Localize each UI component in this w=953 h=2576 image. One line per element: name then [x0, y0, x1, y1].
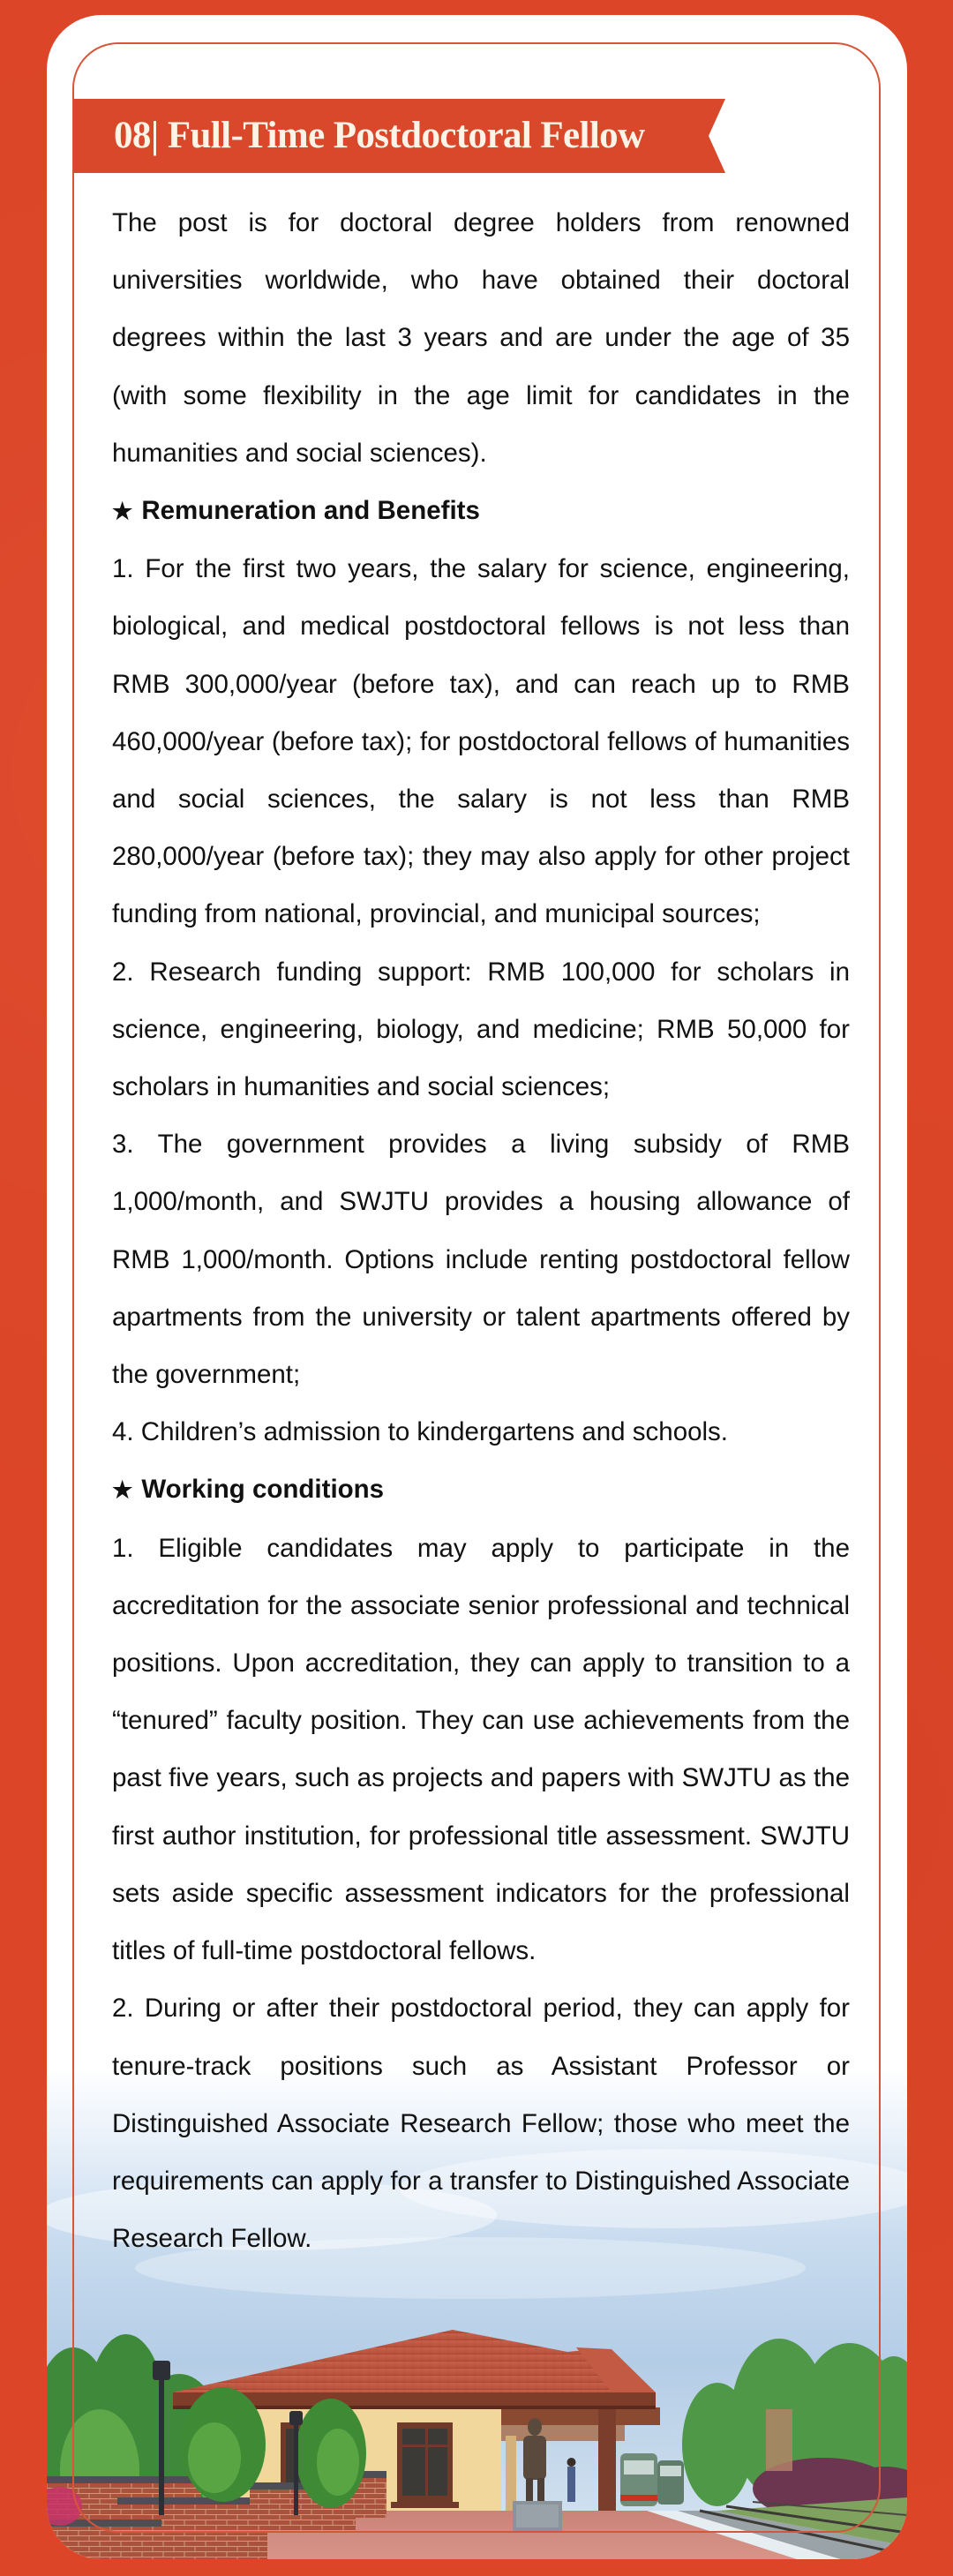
content-card: [47, 15, 907, 2559]
section-heading-remuneration: [112, 482, 850, 540]
list-item: 2. During or after their postdoctoral period, they can apply for tenure-track positions such as Assistant Professor or Distinguished Associate Research Fellow; those who meet the requirements can apply for a transfer to Distinguished Associate Research Fellow.: [112, 1994, 850, 2254]
star-icon: ★: [112, 498, 133, 525]
section-heading-working-conditions: [112, 1461, 850, 1519]
list-item: 3. The government provides a living subsidy of RMB 1,000/month, and SWJTU provides a housing allowance of RMB 1,000/month. Options include renting postdoctoral fellow apartments from the university or talent apartments offered by the government;: [112, 1130, 850, 1390]
list-item: 1. For the first two years, the salary for science, engineering, biological, and medical postdoctoral fellows is not less than RMB 300,000/year (before tax), and can reach up to RMB 460,000/year (before tax); for postdoctoral fellows of humanities and social sciences, the salary is not less than RMB 280,000/year (before tax); they may also apply for other project funding from national, provincial, and municipal sources;: [112, 554, 850, 929]
list-item: 1. Eligible candidates may apply to participate in the accreditation for the associate senior professional and technical positions. Upon accreditation, they can apply to transition to a “tenured” faculty position. They can use achievements from the past five years, such as projects and papers with SWJTU as the first author institution, for professional title assessment. SWJTU sets aside specific assessment indicators for the professional titles of full-time postdoctoral fellows.: [112, 1533, 850, 1966]
section-title: Remuneration and Benefits: [141, 496, 480, 526]
list-item: 2. Research funding support: RMB 100,000 for scholars in science, engineering, biology, and medicine; RMB 50,000 for scholars in humanities and social sciences;: [112, 957, 850, 1102]
article-body: [112, 194, 850, 2267]
title-banner: [73, 99, 725, 173]
intro-paragraph: The post is for doctoral degree holders from renowned universities worldwide, who have obtained their doctoral degrees within the last 3 years and are under the age of 35 (with some flexibility in the age limit for candidates in the humanities and social sciences).: [112, 208, 850, 468]
list-item: 4. Children’s admission to kindergartens and schools.: [112, 1417, 729, 1447]
page-title: 08| Full-Time Postdoctoral Fellow: [114, 115, 645, 156]
star-icon: ★: [112, 1476, 133, 1504]
section-title: Working conditions: [141, 1475, 385, 1505]
